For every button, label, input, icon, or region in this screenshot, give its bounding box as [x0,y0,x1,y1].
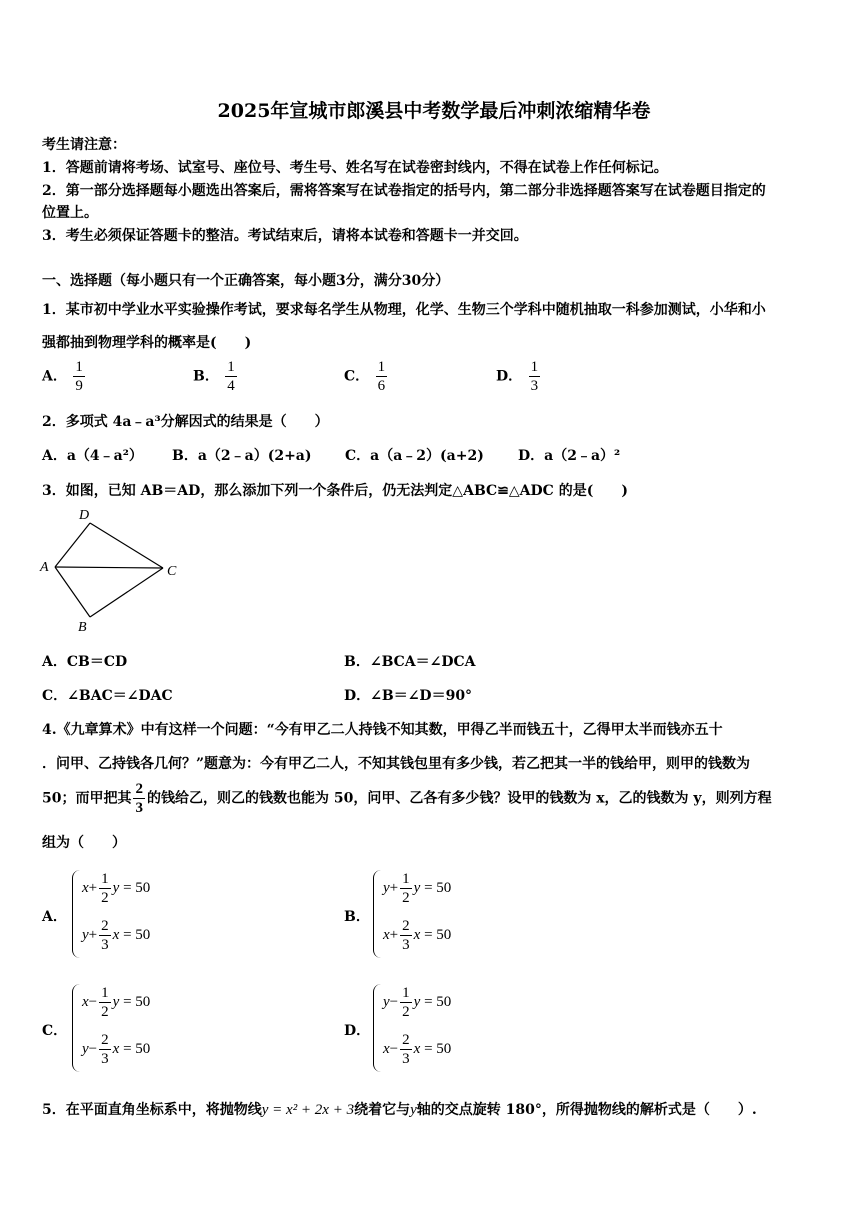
q1-option-d[interactable] [496,358,542,395]
label-a: A [40,560,49,575]
label-b: B [78,620,87,635]
option-label: C． [42,1023,68,1039]
question-3-stem: 3．如图，已知 AB＝AD，那么添加下列一个条件后，仍无法判定△ABC≌△ADC 的是( ) [42,483,628,499]
page-title: 2025年宣城市郎溪县中考数学最后冲刺浓缩精华卷 [217,100,651,122]
segment-bc [90,568,163,617]
option-label: D． [344,1023,371,1039]
q2-option-b[interactable]: B．a（2﹣a）(2+a) [172,448,312,464]
equation: x− $\frac{1}{2}$ y = 50 [82,985,151,1020]
fraction: $\frac{1}{6}$ [377,359,386,394]
triangle-figure [36,503,186,635]
notice-item: 位置上。 [42,205,98,221]
fraction: $\frac{1}{4}$ [227,359,235,394]
equation: x+ $\frac{2}{3}$ x = 50 [383,918,452,953]
equation: x− $\frac{2}{3}$ x = 50 [383,1032,452,1067]
question-1-stem: 强都抽到物理学科的概率是( ) [42,335,252,351]
label-c: C [167,564,177,579]
system-brace [373,984,382,1072]
option-label: C． [344,368,370,385]
q3-option-c[interactable]: C．∠BAC＝∠DAC [42,688,173,704]
label-d: D [79,508,90,523]
fraction: $\frac{2}{3}$ [135,781,143,816]
equation: y− $\frac{2}{3}$ x = 50 [82,1032,151,1067]
q3-option-b[interactable]: B．∠BCA＝∠DCA [344,654,476,670]
equation: y− $\frac{1}{2}$ y = 50 [383,985,452,1020]
section-heading: 一、选择题（每小题只有一个正确答案，每小题3分，满分30分） [42,273,450,289]
equation: y+ $\frac{2}{3}$ x = 50 [82,918,151,953]
system-brace [72,984,81,1072]
fraction: $\frac{1}{9}$ [75,359,83,394]
option-label: A． [42,368,67,385]
segment-ab [55,567,90,617]
notice-heading: 考生请注意： [42,137,126,153]
parabola-formula: y = x² + 2x + 3 [261,1102,355,1118]
notice-item: 2．第一部分选择题每小题选出答案后，需将答案写在试卷指定的括号内，第二部分非选择题答案写在试卷题目指定的 [42,183,766,199]
option-label: B． [344,909,370,925]
notice-item: 1．答题前请将考场、试室号、座位号、考生号、姓名写在试卷密封线内，不得在试卷上作任何标记。 [42,160,668,176]
question-4-stem: 组为（ ） [42,835,126,851]
option-label: A． [42,909,67,925]
question-5-stem: 5．在平面直角坐标系中，将抛物线y = x² + 2x + 3绕着它与y轴的交点旋转 180°，所得抛物线的解析式是（ ）. [42,1102,757,1118]
option-label: B． [193,368,219,385]
q1-option-b[interactable] [193,358,239,395]
q2-option-a[interactable]: A．a（4﹣a²） [42,448,143,464]
segment-ad [55,523,90,567]
q2-option-d[interactable]: D．a（2﹣a）² [518,448,621,464]
notice-item: 3．考生必须保证答题卡的整洁。考试结束后，请将本试卷和答题卡一并交回。 [42,228,528,244]
question-4-stem: ．问甲、乙持钱各几何？”题意为：今有甲乙二人，不知其钱包里有多少钱，若乙把其一半的钱给甲，则甲的钱数为 [42,756,751,772]
q1-option-a[interactable] [42,358,87,395]
segment-dc [90,523,163,568]
segment-ac [55,567,163,568]
equation: y+ $\frac{1}{2}$ y = 50 [383,871,452,906]
fraction: $\frac{1}{3}$ [530,359,539,394]
q3-option-a[interactable]: A．CB＝CD [42,654,128,670]
option-label: D． [496,368,523,385]
q1-option-c[interactable] [344,358,389,395]
question-1-stem: 1．某市初中学业水平实验操作考试，要求每名学生从物理，化学、生物三个学科中随机抽取一科参加测试，小华和小 [42,302,766,318]
system-brace [72,870,81,958]
q2-option-c[interactable]: C．a（a﹣2）(a+2) [345,448,484,464]
q3-option-d[interactable]: D．∠B＝∠D＝90° [344,688,473,704]
axis-variable: y [410,1102,417,1118]
question-2-stem: 2．多项式 4a﹣a³分解因式的结果是（ ） [42,414,329,430]
system-brace [373,870,382,958]
equation: x+ $\frac{1}{2}$ y = 50 [82,871,151,906]
question-4-stem: 50；而甲把其 $\frac{2}{3}$ 的钱给乙，则乙的钱数也能为 50，问甲、乙各有多少钱？设甲的钱数为 x，乙的钱数为 y，则列方程 [42,781,772,816]
question-4-stem: 4.《九章算术》中有这样一个问题：“今有甲乙二人持钱不知其数，甲得乙半而钱五十，乙得甲太半而钱亦五十 [42,722,723,738]
